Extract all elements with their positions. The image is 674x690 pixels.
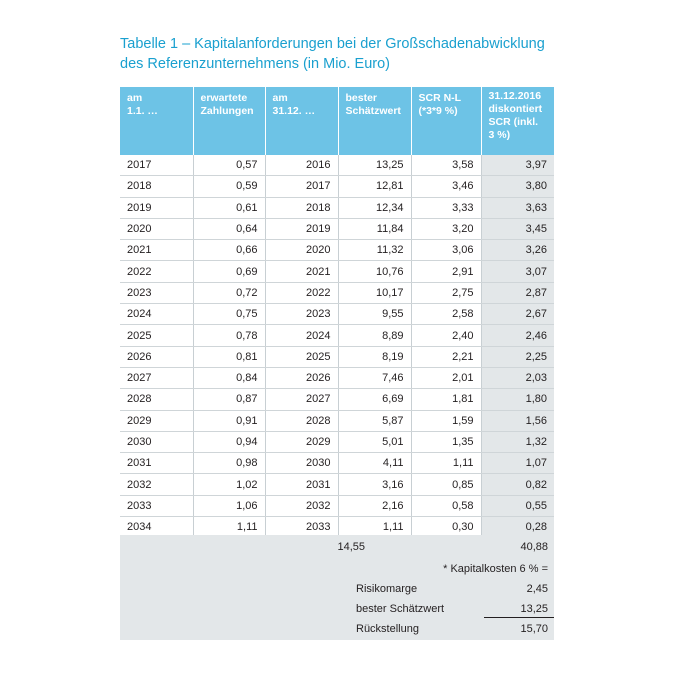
table-title: Tabelle 1 – Kapitalanforderungen bei der Großschadenabwicklung des Referenzunternehmens (in Mio. Euro) bbox=[120, 36, 545, 72]
table-cell: 3,63 bbox=[481, 197, 554, 218]
table-cell: 2017 bbox=[120, 155, 193, 176]
best-estimate-label: bester Schätzwert bbox=[356, 603, 445, 615]
table-cell: 2029 bbox=[120, 410, 193, 431]
table-cell: 0,81 bbox=[193, 346, 265, 367]
column-header-line: erwartete bbox=[200, 92, 248, 104]
table-cell: 1,35 bbox=[411, 431, 481, 452]
table-cell: 1,59 bbox=[411, 410, 481, 431]
table-cell: 2022 bbox=[265, 282, 338, 303]
column-header-line: (*3*9 %) bbox=[418, 105, 458, 117]
table-cell: 2,25 bbox=[481, 346, 554, 367]
table-cell: 2026 bbox=[265, 367, 338, 388]
column-header-line: am bbox=[127, 92, 143, 104]
table-cell: 3,20 bbox=[411, 218, 481, 239]
provision-label: Rückstellung bbox=[356, 623, 419, 635]
table-cell: 3,80 bbox=[481, 176, 554, 197]
table-cell: 2018 bbox=[120, 176, 193, 197]
risk-margin-label: Risikomarge bbox=[356, 583, 418, 595]
table-cell: 1,32 bbox=[481, 431, 554, 452]
column-header-line: Schätzwert bbox=[345, 105, 401, 117]
table-cell: 0,57 bbox=[193, 155, 265, 176]
table-cell: 3,06 bbox=[411, 240, 481, 261]
table-cell: 4,11 bbox=[338, 453, 411, 474]
column-header-6 bbox=[481, 87, 554, 155]
table-cell: 2020 bbox=[120, 218, 193, 239]
column-header-1 bbox=[120, 87, 193, 155]
table-cell: 2028 bbox=[265, 410, 338, 431]
table-cell: 2031 bbox=[265, 474, 338, 495]
table-cell: 2030 bbox=[265, 453, 338, 474]
table-cell: 0,87 bbox=[193, 389, 265, 410]
table-cell: 2034 bbox=[120, 517, 193, 538]
table-row bbox=[120, 346, 554, 367]
table-cell: 3,97 bbox=[481, 155, 554, 176]
column-header-line: Zahlungen bbox=[200, 105, 254, 117]
table-cell: 2,01 bbox=[411, 367, 481, 388]
table-cell: 10,76 bbox=[338, 261, 411, 282]
table-cell: 3,26 bbox=[481, 240, 554, 261]
table-cell: 3,46 bbox=[411, 176, 481, 197]
table-cell: 2028 bbox=[120, 389, 193, 410]
table-cell: 2024 bbox=[120, 304, 193, 325]
table-row bbox=[120, 240, 554, 261]
table-cell: 0,30 bbox=[411, 517, 481, 538]
table-cell: 12,81 bbox=[338, 176, 411, 197]
table-cell: 2027 bbox=[120, 367, 193, 388]
table-cell: 0,98 bbox=[193, 453, 265, 474]
table-cell: 0,72 bbox=[193, 282, 265, 303]
table-cell: 2020 bbox=[265, 240, 338, 261]
column-header-2 bbox=[193, 87, 265, 155]
capital-requirements-table bbox=[120, 87, 554, 538]
table-cell: 1,02 bbox=[193, 474, 265, 495]
table-cell: 2030 bbox=[120, 431, 193, 452]
table-cell: 13,25 bbox=[338, 155, 411, 176]
risk-margin-row bbox=[356, 583, 548, 601]
table-body bbox=[120, 155, 554, 538]
table-cell: 0,58 bbox=[411, 495, 481, 516]
table-cell: 11,84 bbox=[338, 218, 411, 239]
table-cell: 2023 bbox=[120, 282, 193, 303]
table-cell: 6,69 bbox=[338, 389, 411, 410]
table-cell: 0,94 bbox=[193, 431, 265, 452]
provision-row bbox=[356, 623, 548, 641]
table-cell: 0,69 bbox=[193, 261, 265, 282]
table-cell: 2,46 bbox=[481, 325, 554, 346]
table-cell: 1,06 bbox=[193, 495, 265, 516]
table-cell: 1,80 bbox=[481, 389, 554, 410]
column-header-line: am bbox=[272, 92, 288, 104]
best-estimate-value: 13,25 bbox=[520, 603, 548, 615]
column-header-3 bbox=[265, 87, 338, 155]
table-row bbox=[120, 495, 554, 516]
table-row bbox=[120, 367, 554, 388]
column-header-line: 31.12.2016 bbox=[488, 90, 542, 102]
table-cell: 3,33 bbox=[411, 197, 481, 218]
column-header-line: 1.1. … bbox=[127, 105, 158, 117]
table-cell: 3,16 bbox=[338, 474, 411, 495]
table-cell: 1,11 bbox=[411, 453, 481, 474]
table-cell: 0,55 bbox=[481, 495, 554, 516]
table-cell: 0,75 bbox=[193, 304, 265, 325]
table-cell: 2016 bbox=[265, 155, 338, 176]
table-cell: 5,01 bbox=[338, 431, 411, 452]
table-cell: 0,28 bbox=[481, 517, 554, 538]
column-header-5 bbox=[411, 87, 481, 155]
column-header-line: SCR (inkl. bbox=[488, 116, 539, 128]
table-row bbox=[120, 410, 554, 431]
table-row bbox=[120, 304, 554, 325]
table-row bbox=[120, 176, 554, 197]
table-cell: 1,11 bbox=[193, 517, 265, 538]
table-cell: 2,87 bbox=[481, 282, 554, 303]
table-cell: 8,19 bbox=[338, 346, 411, 367]
table-cell: 0,59 bbox=[193, 176, 265, 197]
table-cell: 5,87 bbox=[338, 410, 411, 431]
table-cell: 2,91 bbox=[411, 261, 481, 282]
table-cell: 2021 bbox=[265, 261, 338, 282]
table-cell: 3,58 bbox=[411, 155, 481, 176]
table-cell: 11,32 bbox=[338, 240, 411, 261]
table-cell: 2018 bbox=[265, 197, 338, 218]
table-cell: 0,82 bbox=[481, 474, 554, 495]
table-cell: 2,40 bbox=[411, 325, 481, 346]
table-cell: 0,91 bbox=[193, 410, 265, 431]
risk-margin-value: 2,45 bbox=[526, 583, 548, 595]
table-row bbox=[120, 155, 554, 176]
table-cell: 2022 bbox=[120, 261, 193, 282]
table-cell: 10,17 bbox=[338, 282, 411, 303]
table-row bbox=[120, 218, 554, 239]
table-cell: 0,85 bbox=[411, 474, 481, 495]
table-row bbox=[120, 197, 554, 218]
total-scr: 40,88 bbox=[520, 541, 548, 553]
table-cell: 2,03 bbox=[481, 367, 554, 388]
table-cell: 2032 bbox=[120, 474, 193, 495]
table-cell: 2,21 bbox=[411, 346, 481, 367]
table-cell: 2021 bbox=[120, 240, 193, 261]
column-header-line: diskontiert bbox=[488, 103, 543, 115]
table-cell: 2026 bbox=[120, 346, 193, 367]
table-cell: 2,67 bbox=[481, 304, 554, 325]
table-cell: 0,66 bbox=[193, 240, 265, 261]
column-header-4 bbox=[338, 87, 411, 155]
column-header-line: SCR N-L bbox=[418, 92, 462, 104]
table-cell: 2,16 bbox=[338, 495, 411, 516]
table-cell: 0,78 bbox=[193, 325, 265, 346]
table-row bbox=[120, 431, 554, 452]
table-row bbox=[120, 453, 554, 474]
table-cell: 1,81 bbox=[411, 389, 481, 410]
table-cell: 1,07 bbox=[481, 453, 554, 474]
total-payments: 14,55 bbox=[337, 541, 365, 553]
table-row bbox=[120, 325, 554, 346]
table-cell: 2025 bbox=[120, 325, 193, 346]
table-cell: 8,89 bbox=[338, 325, 411, 346]
summary-block bbox=[120, 535, 554, 640]
column-header-line: 3 %) bbox=[488, 129, 511, 141]
table-cell: 2032 bbox=[265, 495, 338, 516]
table-cell: 2033 bbox=[120, 495, 193, 516]
table-cell: 2,75 bbox=[411, 282, 481, 303]
table-cell: 0,61 bbox=[193, 197, 265, 218]
table-cell: 1,56 bbox=[481, 410, 554, 431]
table-cell: 1,11 bbox=[338, 517, 411, 538]
table-cell: 2025 bbox=[265, 346, 338, 367]
table-cell: 3,07 bbox=[481, 261, 554, 282]
table-cell: 2029 bbox=[265, 431, 338, 452]
capital-cost-note: * Kapitalkosten 6 % = bbox=[443, 563, 548, 575]
table-cell: 7,46 bbox=[338, 367, 411, 388]
table-cell: 2031 bbox=[120, 453, 193, 474]
table-header-row bbox=[120, 87, 554, 155]
provision-value: 15,70 bbox=[520, 623, 548, 635]
table-cell: 12,34 bbox=[338, 197, 411, 218]
table-cell: 2019 bbox=[120, 197, 193, 218]
best-estimate-row bbox=[356, 603, 548, 621]
column-header-line: 31.12. … bbox=[272, 105, 316, 117]
column-header-line: bester bbox=[345, 92, 378, 104]
table-cell: 2027 bbox=[265, 389, 338, 410]
table-cell: 2019 bbox=[265, 218, 338, 239]
table-cell: 9,55 bbox=[338, 304, 411, 325]
table-cell: 2017 bbox=[265, 176, 338, 197]
table-cell: 0,84 bbox=[193, 367, 265, 388]
table-row bbox=[120, 389, 554, 410]
table-cell: 2033 bbox=[265, 517, 338, 538]
table-row bbox=[120, 474, 554, 495]
sum-underline bbox=[484, 617, 554, 618]
table-cell: 3,45 bbox=[481, 218, 554, 239]
table-cell: 2023 bbox=[265, 304, 338, 325]
table-row bbox=[120, 261, 554, 282]
table-cell: 2,58 bbox=[411, 304, 481, 325]
table-cell: 2024 bbox=[265, 325, 338, 346]
table-row bbox=[120, 282, 554, 303]
table-cell: 0,64 bbox=[193, 218, 265, 239]
